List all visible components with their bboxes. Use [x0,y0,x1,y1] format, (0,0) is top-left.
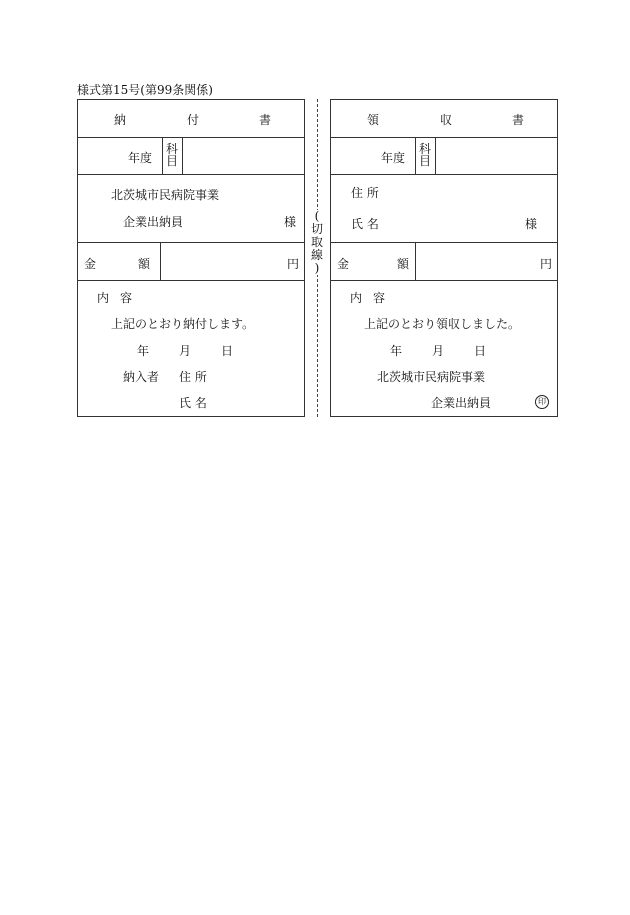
payment-amount-char-1: 金 [84,257,97,271]
receipt-content-row [331,281,557,418]
receipt-slip [330,99,558,417]
receipt-honorific: 様 [525,217,538,231]
payment-heading-char-1: 納 [114,113,127,127]
payment-address-label: 住 所 [179,370,207,384]
payment-payer-label: 納入者 [123,370,160,384]
receipt-date-month: 月 [432,344,445,358]
payment-year-row [78,138,304,175]
payment-subject-label: 科 目 [166,142,179,168]
receipt-amount-divider [415,243,416,280]
receipt-heading-char-2: 収 [440,113,453,127]
receipt-payer-row [331,175,557,243]
receipt-year-row [331,138,557,175]
payment-year-divider [162,138,163,174]
payment-heading-row [78,100,304,138]
payment-subject-divider [182,138,183,174]
receipt-name-label: 氏 名 [351,217,379,231]
payment-payee-row [78,175,304,243]
receipt-amount-row [331,243,557,281]
payment-content-row [78,281,304,418]
receipt-yen: 円 [540,257,553,271]
receipt-officer: 企業出納員 [431,396,492,410]
cut-line-label: ( 切 取 線 ) [310,209,323,275]
payment-honorific: 様 [284,215,297,229]
payment-statement: 上記のとおり納付します。 [111,317,255,331]
payment-amount-row [78,243,304,281]
receipt-subject-label: 科 目 [419,142,432,168]
payment-year-label: 年度 [128,151,153,165]
form-title: 様式第15号(第99条関係) [77,83,213,97]
receipt-subject-divider [435,138,436,174]
payment-date-day: 日 [221,344,234,358]
payment-yen: 円 [287,257,300,271]
receipt-amount-char-1: 金 [337,257,350,271]
payment-name-label: 氏 名 [179,396,207,410]
payment-payee-officer: 企業出納員 [123,215,184,229]
receipt-heading-char-3: 書 [512,113,525,127]
receipt-address-label: 住 所 [351,186,379,200]
payment-payee-org: 北茨城市民病院事業 [111,188,220,202]
payment-amount-divider [160,243,161,280]
receipt-year-label: 年度 [381,151,406,165]
receipt-org: 北茨城市民病院事業 [377,370,486,384]
receipt-heading-row [331,100,557,138]
payment-amount-char-2: 額 [138,257,151,271]
receipt-statement: 上記のとおり領収しました。 [364,317,521,331]
receipt-heading-char-1: 領 [367,113,380,127]
payment-slip [77,99,305,417]
receipt-year-divider [415,138,416,174]
seal-mark: 印 [535,395,549,409]
receipt-date-day: 日 [474,344,487,358]
receipt-date-year: 年 [390,344,403,358]
payment-date-month: 月 [179,344,192,358]
receipt-content-char-2: 容 [373,291,386,305]
receipt-amount-char-2: 額 [397,257,410,271]
payment-content-char-1: 内 [97,291,110,305]
receipt-content-char-1: 内 [350,291,363,305]
payment-heading-char-2: 付 [187,113,200,127]
payment-content-char-2: 容 [120,291,133,305]
payment-heading-char-3: 書 [259,113,272,127]
payment-date-year: 年 [137,344,150,358]
